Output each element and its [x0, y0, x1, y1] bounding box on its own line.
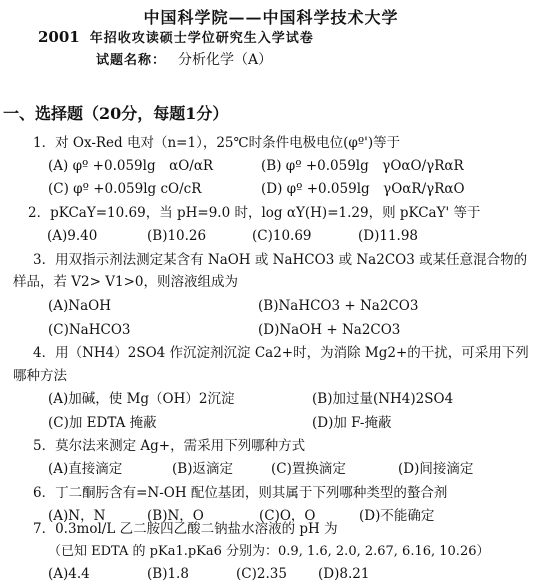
question-2-option-c: (C)10.69	[252, 228, 312, 244]
exam-year: 2001	[38, 28, 80, 46]
question-4-option-d: (D)加 F-掩蔽	[312, 415, 392, 431]
exam-title: 年招收攻读硕士学位研究生入学试卷	[89, 31, 314, 46]
question-4-stem-cont: 哪种方法	[13, 368, 67, 384]
question-4-option-a: (A)加碱，使 Mg（OH）2沉淀	[48, 391, 235, 407]
question-1-option-c: (C) φº +0.059lg cO/cR	[48, 181, 202, 197]
section-title: 一、选择题（20分，每题1分）	[3, 104, 229, 123]
question-1-option-b: (B) φº +0.059lg γOαO/γRαR	[261, 158, 464, 174]
question-5-option-a: (A)直接滴定	[48, 461, 123, 477]
question-6-option-a: (A)N，N	[48, 508, 106, 524]
question-7-option-c: (C)2.35	[236, 566, 287, 582]
question-1-option-d: (D) φº +0.059lg γOαR/γRαO	[261, 181, 465, 197]
question-5-option-b: (B)返滴定	[172, 461, 233, 477]
question-3-option-b: (B)NaHCO3 + Na2CO3	[258, 298, 419, 314]
question-4-option-c: (C)加 EDTA 掩蔽	[48, 415, 157, 431]
question-1-stem: 1．对 Ox-Red 电对（n=1），25℃时条件电极电位(φº')等于	[33, 135, 401, 151]
question-7-option-b: (B)1.8	[147, 566, 189, 582]
exam-subject-line	[96, 49, 272, 69]
question-6-option-d: (D)不能确定	[359, 508, 435, 524]
question-7-option-d: (D)8.21	[318, 566, 370, 582]
question-2-option-b: (B)10.26	[147, 228, 207, 244]
question-2-stem: 2．pKCaY=10.69，当 pH=9.0 时，log αY(H)=1.29，则 pKCaY' 等于	[28, 205, 481, 221]
question-6-option-b: (B)N，O	[147, 508, 204, 524]
question-6-stem: 6．丁二酮肟含有=N-OH 配位基团，则其属于下列哪种类型的螯合剂	[33, 485, 448, 501]
question-5-option-d: (D)间接滴定	[398, 461, 474, 477]
question-7-option-a: (A)4.4	[48, 566, 90, 582]
question-4-option-b: (B)加过量(NH4)2SO4	[312, 391, 454, 407]
question-1-option-a: (A) φº +0.059lg αO/αR	[48, 158, 214, 174]
question-3-stem: 3．用双指示剂法测定某含有 NaOH 或 NaHCO3 或 Na2CO3 或某任意混合物的	[33, 252, 528, 268]
question-2-option-d: (D)11.98	[358, 228, 419, 244]
question-3-option-c: (C)NaHCO3	[48, 322, 131, 338]
question-7-stem: 7．0.3mol/L 乙二胺四乙酸二钠盐水溶液的 pH 为	[33, 521, 338, 537]
subject-label: 试题名称：	[96, 53, 167, 68]
exam-year-title	[38, 27, 314, 46]
question-4-stem: 4．用（NH4）2SO4 作沉淀剂沉淀 Ca2+时，为消除 Mg2+的干扰，可采用下列	[33, 345, 529, 361]
question-5-option-c: (C)置换滴定	[271, 461, 346, 477]
question-3-option-d: (D)NaOH + Na2CO3	[258, 322, 401, 338]
question-6-option-c: (C)O，O	[259, 508, 316, 524]
question-5-stem: 5．莫尔法来测定 Ag+，需采用下列哪种方式	[33, 438, 306, 454]
exam-institution-title: 中国科学院——中国科学技术大学	[143, 8, 399, 27]
question-3-option-a: (A)NaOH	[48, 298, 111, 314]
question-3-stem-cont: 样品，若 V2> V1>0，则溶液组成为	[13, 274, 238, 290]
question-2-option-a: (A)9.40	[47, 228, 98, 244]
subject-name: 分析化学（A）	[178, 52, 273, 68]
question-7-stem-cont: （已知 EDTA 的 pKa1.pKa6 分别为：0.9, 1.6, 2.0, 2.67, 6.16, 10.26）	[48, 544, 490, 559]
